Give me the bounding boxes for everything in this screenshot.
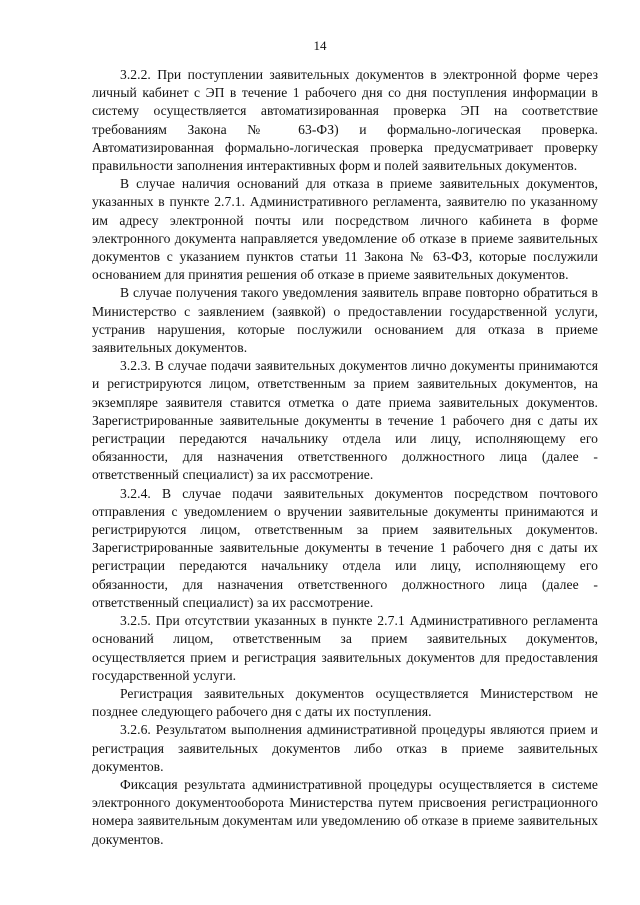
paragraph-3-2-4: 3.2.4. В случае подачи заявительных документов посредством почтового отправления с уведомлением о вручении заявительные документы принимаются и регистрируются лицом, ответственным за прием заявительных документов. Зарегистрированные заявительные документы в течение 1 рабочего дня с даты их регистрации передаются начальнику отдела или лицу, исполняющему его обязанности, для назначения ответственного должностного лица (далее - ответственный специалист) за их рассмотрение. — [92, 485, 598, 610]
paragraph-3-2-2: 3.2.2. При поступлении заявительных документов в электронной форме через личный кабинет с ЭП в течение 1 рабочего дня со дня поступления информации в систему осуществляется автоматизированная проверка ЭП на соответствие требованиям Закона № 63-ФЗ) и формально-логическая проверка. Автоматизированная формально-логическая проверка предусматривает проверку правильности заполнения интерактивных форм и полей заявительных документов. — [92, 67, 598, 174]
paragraph-3-2-5: 3.2.5. При отсутствии указанных в пункте 2.7.1 Административного регламента оснований лицом, ответственным за прием заявительных документов, осуществляется прием и регистрация заявительных документов для предоставления государственной услуги. — [92, 613, 598, 683]
paragraph-3-2-3: 3.2.3. В случае подачи заявительных документов лично документы принимаются и регистрируются лицом, ответственным за прием заявительных документов, на экземпляре заявителя ставится отметка о дате приема заявительных документов. Зарегистрированные заявительные документы в течение 1 рабочего дня с даты их регистрации передаются начальнику отдела или лицу, исполняющему его обязанности, для назначения ответственного должностного лица (далее - ответственный специалист) за их рассмотрение. — [92, 358, 598, 483]
document-body — [92, 66, 598, 849]
paragraph-registration: Регистрация заявительных документов осуществляется Министерством не позднее следующего рабочего дня с даты их поступления. — [92, 685, 598, 720]
paragraph-refusal-grounds: В случае наличия оснований для отказа в приеме заявительных документов, указанных в пункте 2.7.1. Административного регламента, заявителю по указанному им адресу электронной почты или посредством личного кабинета в форме электронного документа направляется уведомление об отказе в приеме заявительных документов с указанием пунктов статьи 11 Закона № 63-ФЗ, которые послужили основанием для принятия решения об отказе в приеме заявительных документов. — [92, 176, 598, 283]
paragraph-3-2-6: 3.2.6. Результатом выполнения административной процедуры являются прием и регистрация заявительных документов либо отказ в приеме заявительных документов. — [92, 722, 598, 774]
paragraph-result-fixation: Фиксация результата административной процедуры осуществляется в системе электронного документооборота Министерства путем присвоения регистрационного номера заявительным документам или уведомлению об отказе в приеме заявительных документов. — [92, 776, 598, 847]
page-number: 14 — [313, 38, 327, 53]
paragraph-repeat-request: В случае получения такого уведомления заявитель вправе повторно обратиться в Министерство с заявлением (заявкой) о предоставлении государственной услуги, устранив нарушения, которые послужили основанием для отказа в приеме заявительных документов. — [92, 285, 598, 356]
